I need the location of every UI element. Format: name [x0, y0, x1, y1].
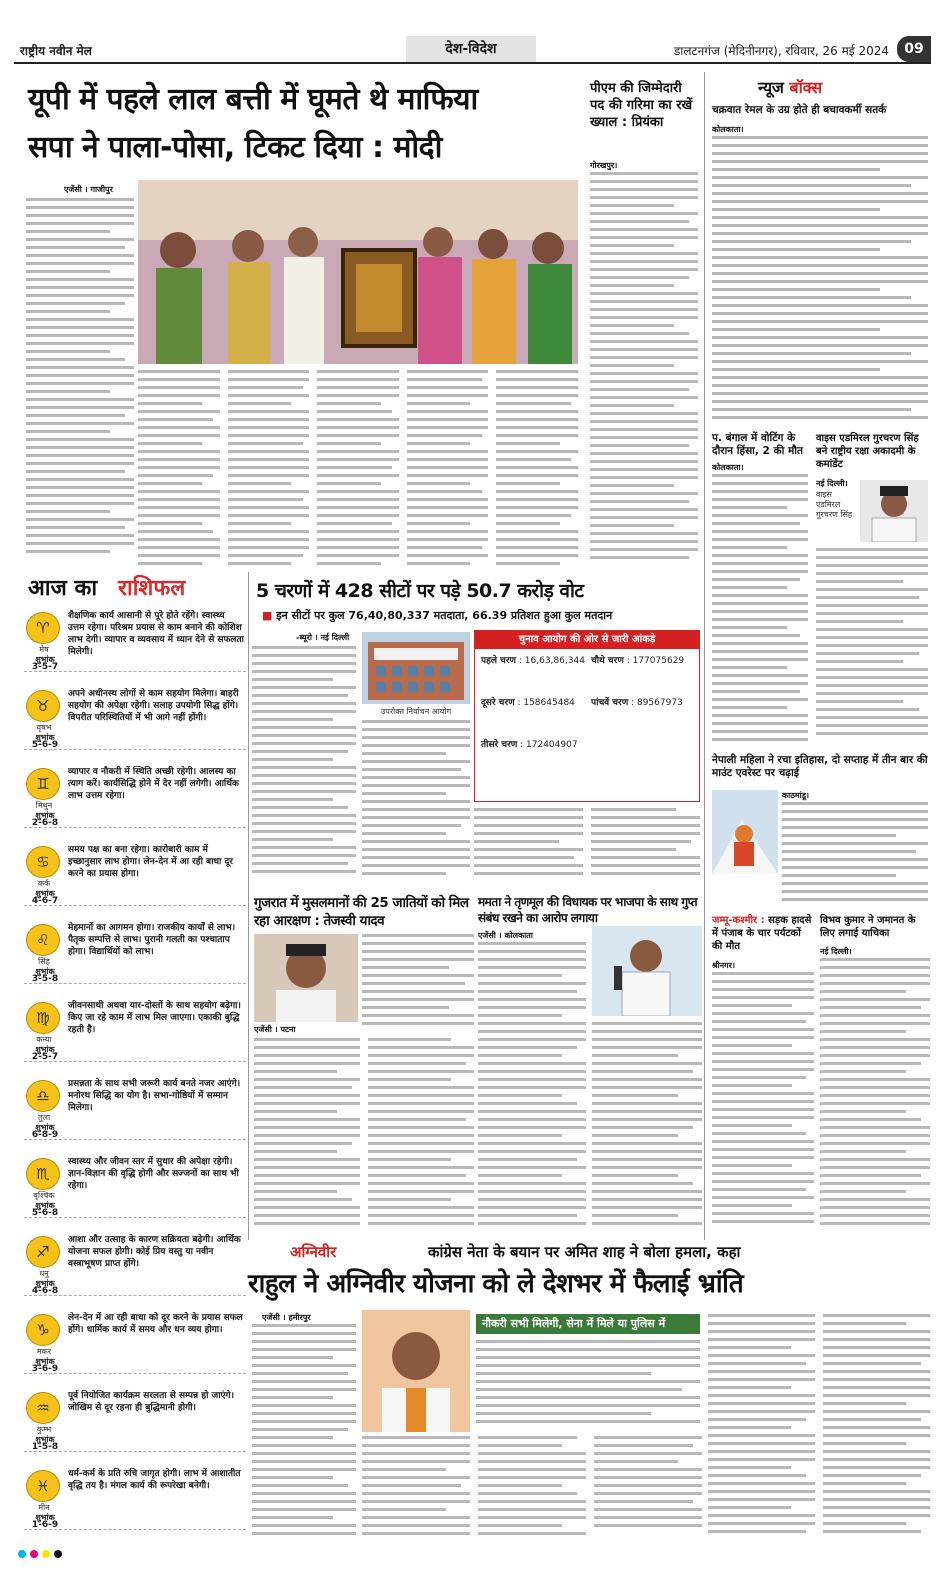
zodiac-name: मीन — [38, 1503, 50, 1512]
luck-label: शुभांक — [35, 811, 55, 820]
page-header — [14, 36, 931, 64]
zodiac-9-icon: ♑ — [26, 1314, 60, 1346]
agniveer-quote-head: नौकरी सभी मिलेगी, सेना में मिले या पुलिस में — [476, 1314, 700, 1334]
ec-photo-caption: उपरोक्त निर्वाचन आयोग — [380, 707, 452, 716]
zodiac-name: मकर — [36, 1347, 52, 1356]
agniveer-kicker: अग्निवीर — [290, 1243, 337, 1261]
horoscope-text: प्रसन्नता के साथ सभी जरूरी कार्य बनते नजर आएंगे। मनोरथ सिद्धि का योग है। सभा-गोष्ठियों में सम्मान मिलेगा। — [68, 1079, 241, 1113]
luck-label: शुभांक — [35, 1045, 55, 1054]
luck-label: शुभांक — [35, 889, 55, 898]
ec-box-title: चुनाव आयोग की ओर से जारी आंकड़े — [475, 631, 699, 649]
mamata-headline: ममता ने तृणमूल की विधायक पर भाजपा के साथ गुप्त संबंध रखने का आरोप लगाया — [478, 895, 698, 925]
mamata-byline: एजेंसी । कोलकाता — [478, 931, 533, 940]
jk-headline-label: जम्मू-कश्मीर : — [712, 915, 765, 926]
horoscope-text: स्वास्थ्य और जीवन स्तर में सुधार की अपेक्षा रहेगी। ज्ञान-विज्ञान की वृद्धि होगी और सज्जनों का साथ भी रहेगा। — [68, 1157, 239, 1191]
lead-col1-text — [26, 198, 134, 564]
luck-numbers: 5-6-9 — [31, 740, 59, 750]
gujarat-headline: गुजरात में मुसलमानों की 25 जातियों को मिल रहा आरक्षण : तेजस्वी यादव — [254, 895, 469, 929]
ec-phase-label: पहले चरण — [481, 656, 517, 666]
luck-label: शुभांक — [35, 733, 55, 742]
horoscope-item — [24, 920, 246, 984]
amit-shah-portrait — [362, 1310, 470, 1432]
horoscope-item — [24, 608, 246, 672]
agniveer-col1-text — [252, 1324, 356, 1538]
votes-headline: 5 चरणों में 428 सीटों पर पड़े 50.7 करोड़ वोट — [256, 580, 584, 602]
horoscope-item — [24, 1310, 246, 1374]
horoscope-item — [24, 842, 246, 906]
luck-label: शुभांक — [35, 1513, 55, 1522]
votes-col3-text — [474, 808, 700, 884]
ec-phase-row: पांचवें चरण : 89567973 — [591, 698, 683, 708]
zodiac-5-icon: ♍ — [26, 1002, 60, 1034]
zodiac-name: कन्या — [36, 1035, 52, 1044]
zodiac-name: मिथुन — [35, 801, 53, 810]
agniveer-right-text — [708, 1314, 930, 1538]
ec-phase-value: 177075629 — [632, 656, 685, 666]
news-story1-headline: चक्रवात रेमल के उग्र होते ही बचावकर्मी सतर्क — [712, 104, 887, 116]
ec-phase-label: पांचवें चरण — [591, 698, 629, 708]
agniveer-headline: राहुल ने अग्निवीर योजना को ले देशभर में फैलाई भ्रांति — [248, 1269, 744, 1299]
mamata-portrait — [592, 926, 702, 1016]
ec-phase-row: तीसरे चरण : 172404907 — [481, 740, 578, 750]
ec-phase-row: चौथे चरण : 177075629 — [591, 656, 685, 666]
votes-subhead-text: इन सीटों पर कुल 76,40,80,337 मतदाता, 66.39 प्रतिशत हुआ कुल मतदान — [276, 609, 613, 622]
luck-numbers: 1-5-8 — [31, 1442, 59, 1452]
vibhav-dateline: नई दिल्ली। — [820, 947, 852, 956]
ec-building-image — [362, 632, 470, 704]
luck-numbers: 5-6-8 — [31, 1208, 59, 1218]
luck-label: शुभांक — [35, 1201, 55, 1210]
lead-photo — [138, 180, 578, 364]
ec-phase-label: तीसरे चरण — [481, 740, 518, 750]
horoscope-item — [24, 1388, 246, 1452]
zodiac-name: मेष — [39, 645, 49, 654]
lead-headline-line1: यूपी में पहले लाल बत्ती में घूमते थे माफिया — [28, 82, 478, 117]
news-story2-dateline: कोलकाता। — [712, 463, 744, 472]
zodiac-11-icon: ♓ — [26, 1470, 60, 1502]
jk-headline — [712, 914, 814, 953]
priyanka-text — [590, 172, 698, 564]
vibhav-text — [820, 958, 930, 1234]
luck-numbers: 4-6-7 — [31, 896, 59, 906]
news-story3-dateline: नई दिल्ली। — [816, 479, 848, 488]
horoscope-text: धर्म-कर्म के प्रति रुचि जागृत होगी। लाभ में आशातीत वृद्धि तय है। मंगल कार्य की रूपरेखा बनेगी। — [68, 1469, 241, 1491]
news-story3-text — [816, 548, 928, 744]
gujarat-byline: एजेंसी । पटना — [254, 1025, 296, 1034]
registration-marks — [16, 1545, 929, 1557]
zodiac-7-icon: ♏ — [26, 1158, 60, 1190]
zodiac-3-icon: ♋ — [26, 846, 60, 878]
gujarat-text — [254, 1038, 474, 1234]
zodiac-1-icon: ♉ — [26, 690, 60, 722]
priyanka-headline: पीएम की जिम्मेदारी पद की गरिमा का रखें ख्याल : प्रियंका — [590, 81, 693, 130]
ec-phase-label: दूसरे चरण — [481, 698, 515, 708]
horoscope-text: आशा और उत्साह के कारण सक्रियता बढ़ेगी। आर्थिक योजना सफल होगी। कोई प्रिय वस्तु या नवीन वस्त्राभूषण प्राप्त होंगे। — [68, 1235, 241, 1269]
news-story3-photo — [860, 480, 928, 542]
luck-label: शुभांक — [35, 1357, 55, 1366]
jk-text — [712, 972, 814, 1234]
ec-phase-value: 16,63,86,344 — [524, 656, 585, 666]
news-story1-text — [712, 136, 928, 426]
zodiac-name: धनु — [39, 1269, 49, 1278]
ec-phase-value: 172404907 — [526, 740, 578, 750]
modi-rally-image — [138, 180, 578, 364]
luck-numbers: 3-6-9 — [31, 1364, 59, 1374]
mamata-col1-text — [478, 942, 586, 1234]
luck-label: शुभांक — [35, 1435, 55, 1444]
zodiac-6-icon: ♎ — [26, 1080, 60, 1112]
amit-shah-photo — [362, 1310, 470, 1432]
luck-numbers: 6-8-9 — [31, 1130, 59, 1140]
horoscope-item — [24, 1076, 246, 1140]
zodiac-0-icon: ♈ — [26, 612, 60, 644]
lead-headline-line2: सपा ने पाला-पोसा, टिकट दिया : मोदी — [28, 130, 442, 165]
section-title: देश-विदेश — [406, 36, 536, 62]
ec-phase-value: 89567973 — [636, 698, 683, 708]
zodiac-name: वृश्चिक — [33, 1191, 55, 1200]
votes-col2-text — [362, 720, 470, 884]
election-commission-photo — [362, 632, 470, 704]
news-story1-dateline: कोलकाता। — [712, 125, 744, 134]
luck-numbers: 4-6-8 — [31, 1286, 59, 1296]
news-box-label-b: बॉक्स — [789, 78, 823, 97]
jk-headline-text: सड़क हादसे में पंजाब के चार पर्यटकों की मौत — [712, 915, 812, 952]
page-number: 09 — [897, 36, 931, 62]
horoscope-text: लेन-देन में आ रही बाधा को दूर करने के प्रयास सफल होंगे। धार्मिक कार्य में समय और धन व्यय होगा। — [68, 1313, 243, 1335]
votes-col1-text — [252, 646, 356, 884]
priyanka-dateline: गोरखपुर। — [590, 161, 618, 170]
mamata-photo — [592, 926, 702, 1016]
horoscope-item — [24, 1154, 246, 1218]
zodiac-name: सिंह — [38, 957, 50, 966]
horoscope-text: मेहमानों का आगमन होगा। राजकीय कार्यों से लाभ। पैतृक सम्पत्ति से लाभ। पुरानी गलती का पश्चाताप होगा। विद्यार्थियों को लाभ। — [68, 923, 236, 957]
luck-label: शुभांक — [35, 655, 55, 664]
horoscope-text: जीवनसाथी अथवा यार-दोस्तों के साथ सहयोग बढ़ेगा। किए जा रहे काम में लाभ मिल जाएगा। एकाकी बुद्धि रहती है। — [68, 1001, 241, 1035]
news-story3-headline: वाइस एडमिरल गुरचरण सिंह बने राष्ट्रीय रक्षा अकादमी के कमांडेंट — [816, 433, 919, 470]
vibhav-headline: विभव कुमार ने जमानत के लिए लगाई याचिका — [820, 915, 916, 939]
horoscope-item — [24, 1232, 246, 1296]
ec-phase-row: दूसरे चरण : 158645484 — [481, 698, 575, 708]
luck-label: शुभांक — [35, 967, 55, 976]
agniveer-body-text — [362, 1436, 702, 1538]
news-story4-headline: नेपाली महिला ने रचा इतिहास, दो सप्ताह में तीन बार की माउंट एवरेस्ट पर चढ़ाई — [712, 754, 928, 779]
horoscope-title-a: आज का — [28, 576, 98, 601]
zodiac-2-icon: ♊ — [26, 768, 60, 800]
mamata-col2-text — [592, 1022, 702, 1234]
jk-dateline: श्रीनगर। — [712, 961, 735, 970]
luck-numbers: 3-5-8 — [31, 974, 59, 984]
horoscope-title — [24, 572, 246, 604]
votes-subhead — [262, 608, 702, 623]
horoscope-text: व्यापार व नौकरी में स्थिति अच्छी रहेगी। आलस्य का त्याग करें। कार्यसिद्धि होने में देर नहीं लगेगी। आर्थिक लाभ उत्तम रहेगा। — [68, 767, 239, 801]
news-story2-text — [712, 474, 808, 750]
horoscope-text: पूर्व नियोजित कार्यक्रम सरलता से सम्पन्न हो जाएंगे। जोखिम से दूर रहना ही बुद्धिमानी होगी। — [68, 1391, 235, 1413]
luck-numbers: 3-5-7 — [31, 662, 59, 672]
column-rule — [704, 72, 705, 1240]
horoscope-item — [24, 998, 246, 1062]
square-bullet-icon: ■ — [262, 609, 277, 622]
everest-climber-image — [712, 790, 778, 874]
zodiac-name: वृषभ — [36, 723, 52, 732]
zodiac-8-icon: ♐ — [26, 1236, 60, 1268]
admiral-portrait — [860, 480, 928, 542]
luck-numbers: 1-6-9 — [31, 1520, 59, 1530]
news-story2-headline: प. बंगाल में वोटिंग के दौरान हिंसा, 2 की मौत — [712, 432, 803, 457]
zodiac-10-icon: ♒ — [26, 1392, 60, 1424]
luck-numbers: 2-5-7 — [31, 1052, 59, 1062]
lead-byline: एजेंसी । गाजीपुर — [64, 185, 113, 194]
agniveer-byline: एजेंसी । हमीरपुर — [262, 1313, 311, 1322]
horoscope-text: शैक्षणिक कार्य आसानी से पूरे होते रहेंगे। स्वास्थ्य उत्तम रहेगा। परिश्रम प्रयास से काम बनाने की कोशिश लाभ देगी। व्यापार व व्यवसाय में ध्यान देने से सफलता मिलेगी। — [68, 611, 244, 657]
horoscope-text: समय पक्ष का बना रहेगा। कारोबारी काम में इच्छानुसार लाभ होगा। लेन-देन में आ रही बाधा दूर करने का प्रयास होगा। — [68, 845, 233, 879]
news-box-label — [758, 76, 822, 98]
horoscope-item — [24, 764, 246, 828]
gujarat-side-text — [362, 934, 474, 1034]
horoscope-item — [24, 1466, 246, 1530]
ec-phase-label: चौथे चरण — [591, 656, 624, 666]
news-story4-photo — [712, 790, 778, 874]
column-rule — [248, 572, 249, 1240]
dateline: डालटनगंज (मेदिनीनगर), रविवार, 26 मई 2024 — [673, 44, 889, 58]
agniveer-strap: कांग्रेस नेता के बयान पर अमित शाह ने बोला हमला, कहा — [428, 1243, 741, 1261]
ec-figures-box — [474, 630, 700, 802]
news-box-label-a: न्यूज — [758, 78, 784, 97]
zodiac-name: कर्क — [37, 879, 51, 888]
horoscope-item — [24, 686, 246, 750]
zodiac-name: कुम्भ — [36, 1425, 52, 1434]
horoscope-text: अपने अधीनस्थ लोगों से काम सहयोग मिलेगा। बाहरी सहयोग की अपेक्षा रहेगी। सलाह उपयोगी सिद्ध होंगे। विपरीत परिस्थितियों में भी आगे नहीं होंगी। — [68, 689, 239, 723]
horoscope-title-b: राशिफल — [118, 576, 186, 601]
agniveer-quote-text — [476, 1340, 700, 1424]
tejaswi-photo — [254, 934, 358, 1022]
tejaswi-portrait — [254, 934, 358, 1022]
news-story3-caption: वाइस एडमिरल गुरचरण सिंह — [816, 490, 853, 519]
luck-label: शुभांक — [35, 1279, 55, 1288]
luck-numbers: 2-6-8 — [31, 818, 59, 828]
zodiac-name: तुला — [37, 1113, 51, 1122]
ec-phase-row: पहले चरण : 16,63,86,344 — [481, 656, 585, 666]
news-story4-dateline: काठमांडू। — [782, 791, 810, 800]
ec-phase-value: 158645484 — [523, 698, 575, 708]
votes-byline: -ब्यूरो । नई दिल्ली — [296, 633, 350, 642]
luck-label: शुभांक — [35, 1123, 55, 1132]
paper-name: राष्ट्रीय नवीन मेल — [20, 44, 92, 58]
news-story4-text — [782, 802, 928, 910]
lead-body-text — [138, 370, 578, 566]
zodiac-4-icon: ♌ — [26, 924, 60, 956]
